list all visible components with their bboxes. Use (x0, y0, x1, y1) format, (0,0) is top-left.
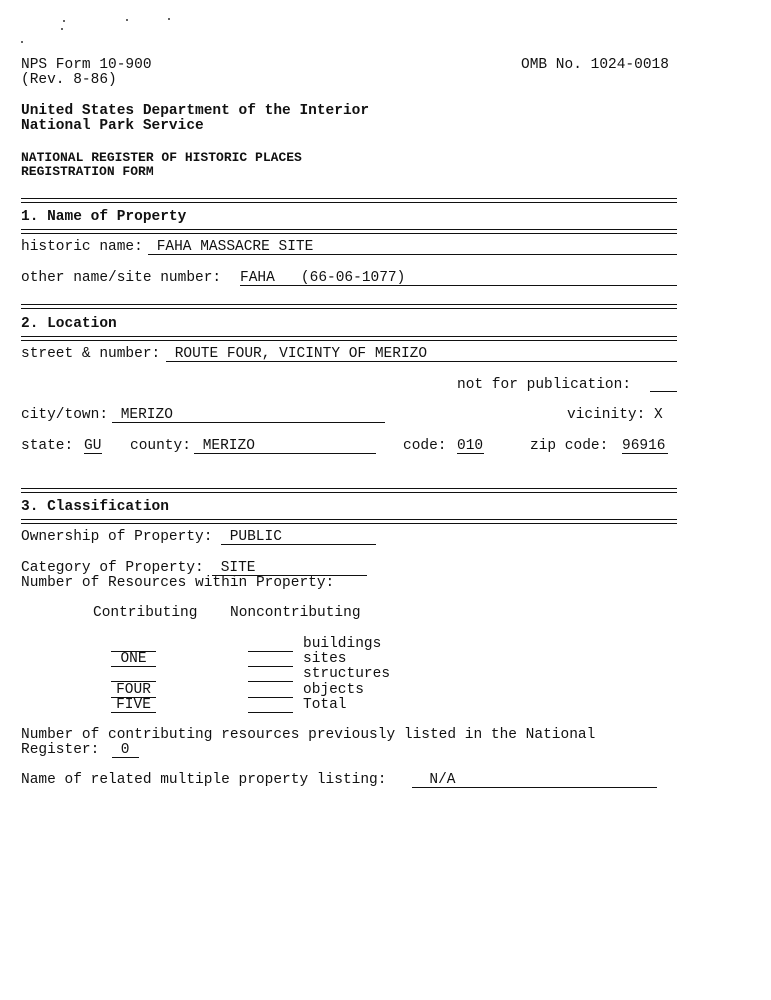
category-field[interactable]: SITE (212, 561, 367, 576)
divider (21, 196, 677, 205)
form-revision: (Rev. 8-86) (21, 72, 117, 88)
omb-number: OMB No. 1024-0018 (521, 57, 669, 73)
multiple-listing-label: Name of related multiple property listing: (21, 772, 387, 788)
vicinity-label: vicinity: X (567, 407, 663, 423)
contributing-structures[interactable] (111, 667, 156, 682)
scan-speck (126, 19, 128, 21)
historic-name-field[interactable]: FAHA MASSACRE SITE (148, 240, 677, 255)
contributing-buildings[interactable] (111, 637, 156, 652)
section-1-heading: 1. Name of Property (21, 209, 187, 225)
ownership-label: Ownership of Property: (21, 529, 213, 545)
not-for-publication-label: not for publication: (457, 377, 632, 393)
county-label: county: (130, 438, 191, 454)
zip-field[interactable]: 96916 (622, 439, 668, 454)
city-field[interactable]: MERIZO (112, 408, 385, 423)
noncontributing-total[interactable] (248, 699, 293, 713)
contributing-sites[interactable]: ONE (111, 652, 156, 667)
divider (21, 486, 677, 495)
county-field[interactable]: MERIZO (194, 439, 376, 454)
noncontributing-buildings[interactable] (248, 638, 293, 652)
state-label: state: (21, 438, 74, 454)
department-name: United States Department of the Interior (21, 103, 370, 119)
historic-name-label: historic name: (21, 239, 143, 255)
row-label-objects: objects (303, 682, 364, 698)
scan-speck (168, 18, 170, 20)
zip-label: zip code: (530, 438, 609, 454)
contributing-header: Contributing (93, 605, 198, 621)
state-field[interactable]: GU (84, 438, 102, 454)
section-3-heading: 3. Classification (21, 499, 169, 515)
street-field[interactable]: ROUTE FOUR, VICINTY OF MERIZO (166, 347, 677, 362)
row-label-structures: structures (303, 666, 391, 682)
section-2-heading: 2. Location (21, 316, 117, 332)
divider (21, 302, 677, 311)
noncontributing-structures[interactable] (248, 668, 293, 682)
row-label-sites: sites (303, 651, 347, 667)
previously-listed-field[interactable]: 0 (112, 742, 139, 758)
multiple-listing-field[interactable]: N/A (412, 773, 657, 788)
register-title: NATIONAL REGISTER OF HISTORIC PLACES (21, 150, 302, 165)
ownership-field[interactable]: PUBLIC (221, 530, 376, 545)
divider (21, 334, 677, 343)
noncontributing-header: Noncontributing (230, 605, 361, 621)
row-label-total: Total (303, 697, 347, 713)
other-name-label: other name/site number: (21, 270, 222, 286)
scan-speck (61, 28, 63, 30)
contributing-total[interactable]: FIVE (111, 698, 156, 713)
scan-speck (21, 41, 23, 43)
street-label: street & number: (21, 346, 161, 362)
noncontributing-sites[interactable] (248, 653, 293, 667)
not-for-publication-field[interactable] (650, 378, 677, 392)
service-name: National Park Service (21, 118, 204, 134)
other-name-field[interactable]: FAHA (66-06-1077) (240, 271, 677, 286)
city-label: city/town: (21, 407, 109, 423)
scan-speck (63, 20, 65, 22)
previously-listed-label: Number of contributing resources previously listed in the National (21, 727, 596, 743)
form-title: REGISTRATION FORM (21, 164, 154, 179)
category-label: Category of Property: (21, 560, 204, 576)
form-id: NPS Form 10-900 (21, 57, 152, 73)
resources-label: Number of Resources within Property: (21, 575, 335, 591)
previously-listed-label-cont: Register: (21, 742, 100, 758)
contributing-objects[interactable]: FOUR (111, 683, 156, 698)
divider (21, 227, 677, 236)
code-label: code: (403, 438, 447, 454)
noncontributing-objects[interactable] (248, 684, 293, 698)
code-field[interactable]: 010 (457, 438, 484, 454)
divider (21, 517, 677, 526)
row-label-buildings: buildings (303, 636, 382, 652)
